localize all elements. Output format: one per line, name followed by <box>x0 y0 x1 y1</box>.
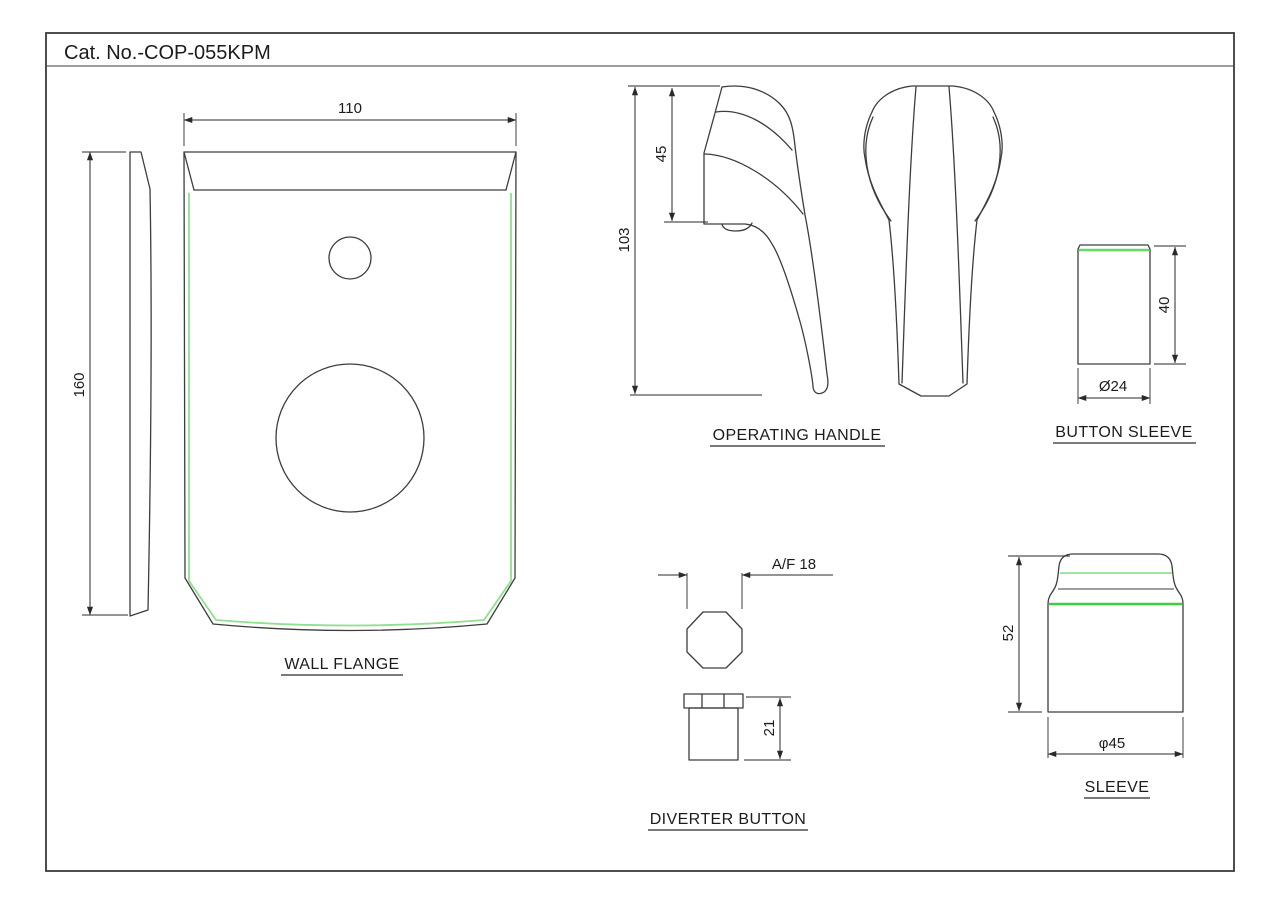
dim-total-value: 103 <box>616 227 633 253</box>
sleeve-drawing <box>1000 554 1183 798</box>
handle-front-left-ear <box>866 117 891 221</box>
diverter-button-top-octagon <box>687 612 742 668</box>
sheet-border <box>46 33 1234 871</box>
dim-sleeve-height-52 <box>1000 556 1070 712</box>
handle-front-facet-left <box>902 87 916 383</box>
dim-height-value: 160 <box>71 372 88 398</box>
handle-side-band-2 <box>705 154 803 214</box>
wall-flange-drawing <box>71 100 516 675</box>
catalog-number: Cat. No.-COP-055KPM <box>64 42 271 64</box>
flange-top-right-bevel <box>506 152 516 190</box>
dim-width-value: 110 <box>338 100 362 117</box>
dim-upper-45 <box>653 88 708 222</box>
button-sleeve-outline <box>1078 245 1150 364</box>
dim-width-110 <box>184 100 516 146</box>
handle-front-right-ear <box>975 117 1000 221</box>
dim-bs-height-40 <box>1154 246 1186 364</box>
dim-total-103 <box>616 86 762 395</box>
diverter-hole-small <box>329 237 371 279</box>
dim-af-18 <box>658 556 833 609</box>
dim-sleeve-height-value: 52 <box>1000 624 1017 642</box>
dim-sleeve-diameter-45 <box>1048 717 1183 758</box>
dim-sleeve-diameter-value: φ45 <box>1098 735 1126 752</box>
dim-height-160 <box>71 152 128 615</box>
dim-bs-diameter-24 <box>1078 368 1150 404</box>
sleeve-label: SLEEVE <box>1084 779 1150 796</box>
sleeve-outline <box>1048 554 1183 712</box>
dim-db-height-21 <box>744 697 791 760</box>
diverter-button-drawing <box>648 556 833 830</box>
button-sleeve-drawing <box>1053 245 1196 443</box>
handle-side-band-1 <box>716 111 792 150</box>
diverter-button-label: DIVERTER BUTTON <box>649 811 807 828</box>
dim-upper-value: 45 <box>653 145 670 163</box>
dim-af-value: A/F 18 <box>771 556 817 573</box>
flange-gasket-outline-green <box>189 193 511 626</box>
operating-handle-label: OPERATING HANDLE <box>712 427 882 444</box>
button-sleeve-label: BUTTON SLEEVE <box>1055 424 1193 441</box>
dim-bs-diameter-value: Ø24 <box>1098 378 1128 395</box>
diverter-button-body <box>689 708 738 760</box>
handle-front-facet-right <box>949 87 963 383</box>
cartridge-hole-large <box>276 364 424 512</box>
flange-top-left-bevel <box>184 152 194 190</box>
wall-flange-side-outline <box>130 152 151 616</box>
diverter-button-cap <box>684 694 743 708</box>
dim-bs-height-value: 40 <box>1156 296 1173 314</box>
handle-front-outline <box>864 86 1002 396</box>
title-block <box>46 33 1234 871</box>
operating-handle-drawing <box>616 86 1002 446</box>
wall-flange-label: WALL FLANGE <box>284 656 400 673</box>
wall-flange-front-outline <box>184 152 516 631</box>
dim-db-height-value: 21 <box>761 719 778 737</box>
handle-side-outline <box>704 86 828 394</box>
